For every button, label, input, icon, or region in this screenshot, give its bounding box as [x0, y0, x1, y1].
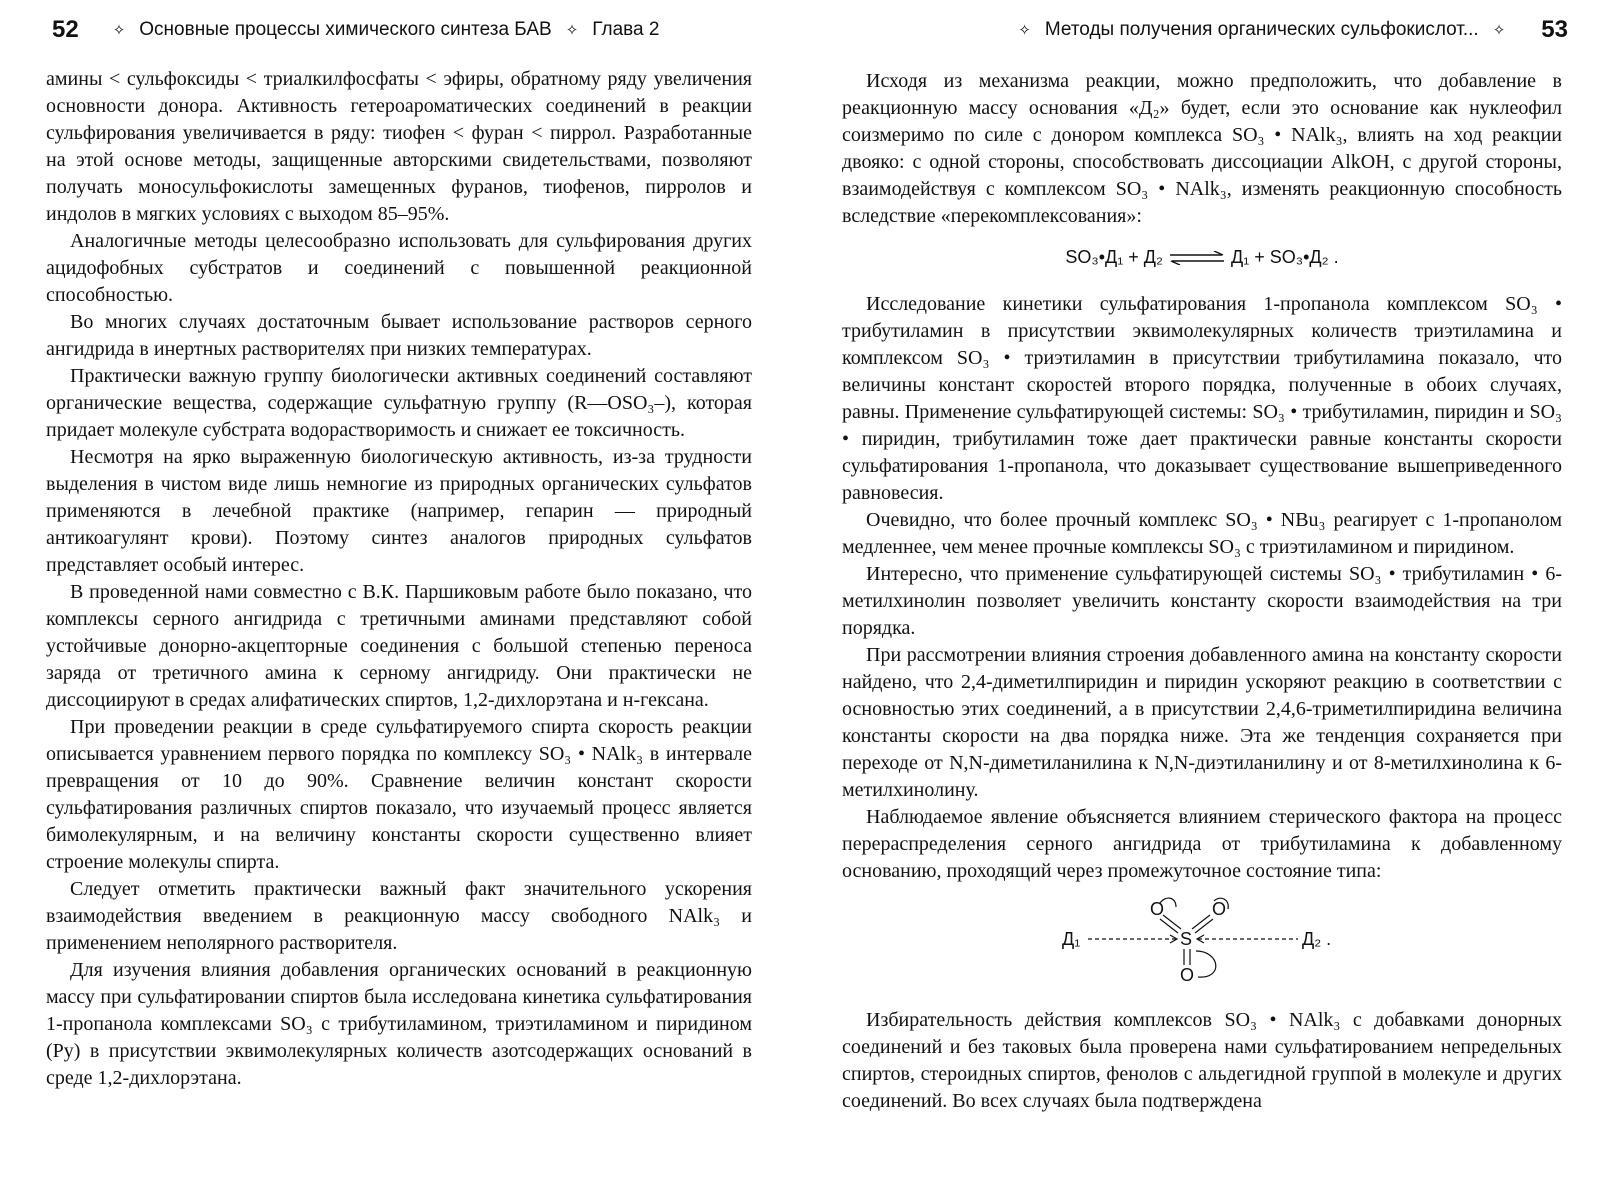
diamond-icon: ✧ — [1492, 22, 1506, 39]
left-page-number: 52 — [52, 16, 79, 43]
paragraph: Избирательность действия комплексов SO₃ • NAlk₃ с добавками донорных соединений и без таковых была проверена нами сульфатированием непредельных спиртов, стероидных спиртов, фенолов с альдегидной группой в молекуле и других соединений. Во всех случаях была подтверждена — [842, 1009, 1562, 1112]
mech-donor2: Д₂ . — [1302, 929, 1332, 949]
right-page-body — [842, 68, 1562, 1115]
paragraph: Следует отметить практически важный факт значительного ускорения взаимодействия введением в реакционную массу свободного NAlk₃ и применением неполярного растворителя. — [46, 878, 752, 954]
mech-double-bond — [1192, 915, 1210, 929]
right-running-header — [1004, 12, 1568, 48]
paragraph: Исследование кинетики сульфатирования 1-пропанола комплексом SO₃ • трибутиламин в присутствии эквимолекулярных количеств триэтиламина и комплексом SO₃ • триэтиламин в присутствии трибутиламина показало, что величины констант скоростей второго порядка, полученные в обоих случаях, равны. Применение сульфатирующей системы: SO₃ • трибутиламин, пиридин и SO₃ • пиридин, трибутиламин тоже дает практически равные константы скорости сульфатирования 1-пропанола, что доказывает существование вышеприведенного равновесия. — [842, 293, 1562, 504]
diamond-icon: ✧ — [1018, 22, 1031, 39]
equilibrium-equation — [842, 244, 1562, 271]
diamond-icon: ✧ — [112, 22, 126, 39]
left-running-header — [52, 12, 659, 48]
paragraph: При проведении реакции в среде сульфатируемого спирта скорость реакции описывается уравнением первого порядка по комплексу SO₃ • NAlk₃ в интервале превращения от 10 до 90%. Сравнение величин констант скорости сульфатирования различных спиртов показало, что изучаемый процесс является бимолекулярным, и на величину константы скорости существенно влияет строение молекулы спирта. — [46, 716, 752, 873]
paragraph: Интересно, что применение сульфатирующей системы SO₃ • трибутиламин • 6-метилхинолин позволяет увеличить константу скорости взаимодействия на три порядка. — [842, 563, 1562, 639]
paragraph: Очевидно, что более прочный комплекс SO₃ • NBu₃ реагирует с 1-пропанолом медленнее, чем менее прочные комплексы SO₃ с триэтиламином и пиридином. — [842, 509, 1562, 558]
paragraph: Во многих случаях достаточным бывает использование растворов серного ангидрида в инертных растворителях при низких температурах. — [46, 311, 752, 360]
left-header-chapter: Глава 2 — [592, 19, 660, 40]
equation-left: SO₃•Д₁ + Д₂ — [1065, 247, 1163, 267]
paragraph: амины < сульфоксиды < триалкилфосфаты < эфиры, обратному ряду увеличения основности донора. Активность гетероароматических соединений в реакции сульфирования увеличивается в ряду: тиофен < фуран < пиррол. Разработанные на этой основе методы, защищенные авторскими свидетельствами, позволяют получать моносульфокислоты замещенных фуранов, тиофенов, пирролов и индолов в мягких условиях с выходом 85–95%. — [46, 68, 752, 225]
mech-curved-arrow — [1196, 951, 1216, 977]
right-header-title: Методы получения органических сульфокислот... — [1044, 19, 1479, 40]
paragraph: Практически важную группу биологически активных соединений составляют органические вещества, содержащие сульфатную группу (R—OSO₃–), которая придает молекуле субстрата водорастворимость и снижает ее токсичность. — [46, 365, 752, 441]
right-page — [800, 0, 1600, 1185]
mech-oxygen: O — [1212, 899, 1227, 919]
right-page-number: 53 — [1541, 16, 1568, 43]
paragraph: Исходя из механизма реакции, можно предположить, что добавление в реакционную массу основания «Д₂» будет, если это основание как нуклеофил соизмеримо по силе с донором комплекса SO₃ • NAlk₃, влиять на ход реакции двояко: с одной стороны, способствовать диссоциации AlkOH, с другой стороны, взаимодействуя с комплексом SO₃ • NAlk₃, изменять реакционную способность вследствие «перекомплексования»: — [842, 70, 1562, 227]
mech-oxygen: O — [1180, 965, 1195, 985]
mech-sulfur: S — [1180, 929, 1193, 949]
paragraph: В проведенной нами совместно с В.К. Паршиковым работе было показано, что комплексы серного ангидрида с третичными аминами представляют собой устойчивые донорно-акцепторные соединения с большой степенью переноса заряда от третичного амина к серному ангидриду. Они практически не диссоциируют в средах алифатических спиртов, 1,2-дихлорэтана и н-гексана. — [46, 581, 752, 711]
left-page-body — [46, 66, 752, 1092]
paragraph: При рассмотрении влияния строения добавленного амина на константу скорости найдено, что 2,4-диметилпиридин и пиридин ускоряют реакцию в соответствии с основностью этих соединений, а в присутствии 2,4,6-триметилпиридина величина константы скорости на два порядка ниже. Эта же тенденция сохраняется при переходе от N,N-диметиланилина к N,N-диэтиланилину и от 8-метилхинолина к 6-метилхинолину. — [842, 644, 1562, 801]
left-header-title: Основные процессы химического синтеза БАВ — [139, 19, 552, 40]
paragraph: Несмотря на ярко выраженную биологическую активность, из-за трудности выделения в чистом виде лишь немногие из природных органических сульфатов применяются в лечебной практике (например, гепарин — природный антикоагулянт крови). Поэтому синтез аналогов природных сульфатов представляет особый интерес. — [46, 446, 752, 576]
transition-state-diagram — [1052, 895, 1352, 985]
equilibrium-arrows-icon — [1168, 251, 1226, 265]
equation-right: Д₁ + SO₃•Д₂ . — [1231, 247, 1339, 267]
mech-double-bond — [1195, 919, 1213, 933]
paragraph: Для изучения влияния добавления органических оснований в реакционную массу при сульфатировании спиртов была исследована кинетика сульфатирования 1-пропанола комплексами SO₃ с трибутиламином, триэтиламином и пиридином (Py) в присутствии эквимолекулярных количеств азотсодержащих оснований в среде 1,2-дихлорэтана. — [46, 959, 752, 1089]
mech-donor1: Д₁ — [1062, 929, 1081, 949]
paragraph: Аналогичные методы целесообразно использовать для сульфирования других ацидофобных субстратов и соединений с повышенной реакционной способностью. — [46, 230, 752, 306]
diamond-icon: ✧ — [565, 22, 579, 39]
mech-double-bond — [1163, 915, 1181, 929]
paragraph: Наблюдаемое явление объясняется влиянием стерического фактора на процесс перераспределения серного ангидрида от трибутиламина к добавленному основанию, проходящий через промежуточное состояние типа: — [842, 806, 1562, 882]
mech-double-bond — [1160, 919, 1178, 933]
mech-oxygen: O — [1150, 899, 1165, 919]
